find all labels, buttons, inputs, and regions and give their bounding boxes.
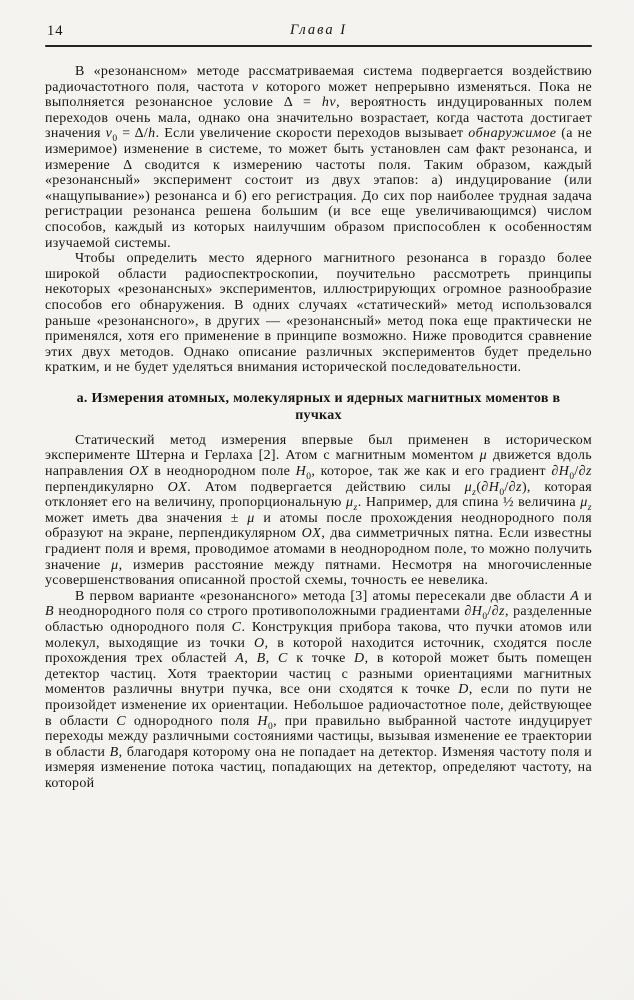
paragraph-stern-gerlach: Статический метод измерения впервые был применен в историческом эксперименте Штерна и Герлаха [2]. Атом с магнитным моментом μ движется вдоль направления OX в неоднородном поле $H_0$, которое, так же как и его градиент $\partial H_0/\partial z$ перпендикулярно OX. Атом подвергается действию силы $\mu_z(\partial H_0/\partial z)$, которая отклоняет его на величину, пропорциональную $\mu_z$. Например, для спина ½ величина $\mu_z$ может иметь два значения ± μ и атомы после прохождения неоднородного поля образуют на экране, перпендикулярном OX, два симметричных пятна. Если известны градиент поля и время, проводимое атомами в неоднородном поле, то можно получить значение μ, измерив расстояние между пятнами. Несмотря на многочисленные усовершенствования описанной простой схемы, точность ее невелика. [45, 432, 592, 589]
chapter-title: Глава I [289, 22, 348, 38]
running-head [45, 22, 592, 42]
paragraph-resonance-method: В «резонансном» методе рассматриваемая система подвергается воздействию радиочастотного поля, частота ν которого может непрерывно изменяться. Пока не выполняется резонансное условие Δ = hν, вероятность индуцированных полем переходов очень мала, однако она значительно возрастает, когда частота достигает значения $\nu_0 = \Delta/h$. Если увеличение скорости переходов вызывает обнаружимое (а не измеримое) изменение в системе, то может быть установлен сам факт резонанса, и измерение Δ сводится к измерению частоты поля. Таким образом, каждый «резонансный» эксперимент состоит из двух этапов: а) индуцирование (или «нащупывание») резонанса и б) его регистрация. До сих пор наиболее трудная задача регистрации резонанса решена большим (и все еще увеличивающимся) числом способов, каждый из которых наилучшим образом приспособлен к особенностям изучаемой системы. [45, 64, 593, 251]
section-heading: а. Измерения атомных, молекулярных и ядерных магнитных моментов в пучках [76, 390, 561, 423]
paragraph-nmr-place: Чтобы определить место ядерного магнитного резонанса в гораздо более широкой области радиоспектроскопии, поучительно рассмотреть принципы некоторых «резонансных» экспериментов, иллюстрирующих огромное разнообразие способов его обнаружения. В одних случаях «статический» метод использовался раньше «резонансного», в других — «резонансный» метод пока еще практически не применялся, хотя его применение в принципе возможно. Ниже проводится сравнение этих двух методов. Однако описание различных экспериментов будет предельно кратким, и не будет уделяться внимания исторической последовательности. [45, 251, 592, 376]
header-rule [45, 45, 592, 47]
page-number: 14 [47, 23, 64, 39]
paragraph-resonance-variant: В первом варианте «резонансного» метода [3] атомы пересекали две области A и B неоднородного поля со строго противоположными градиентами $\partial H_0/\partial z$, разделенные областью однородного поля C. Конструкция прибора такова, что пучки атомов или молекул, выходящие из точки O, в которой находится источник, сходятся после прохождения трех областей A, B, C к точке D, в которой может быть помещен детектор частиц. Хотя траектории частиц с разными ориентациями магнитных моментов различны внутри пучка, все они сходятся к точке D, если по пути не произойдет изменение их ориентации. Небольшое радиочастотное поле, действующее в области C однородного поля $H_0$, при правильно выбранной частоте индуцирует переходы между различными состояниями частицы, вызывая изменение ее траектории в области B, благодаря которому она не попадает на детектор. Изменяя частоту поля и измеряя изменение потока частиц, попадающих на детектор, определяют частоту, на которой [45, 588, 593, 791]
